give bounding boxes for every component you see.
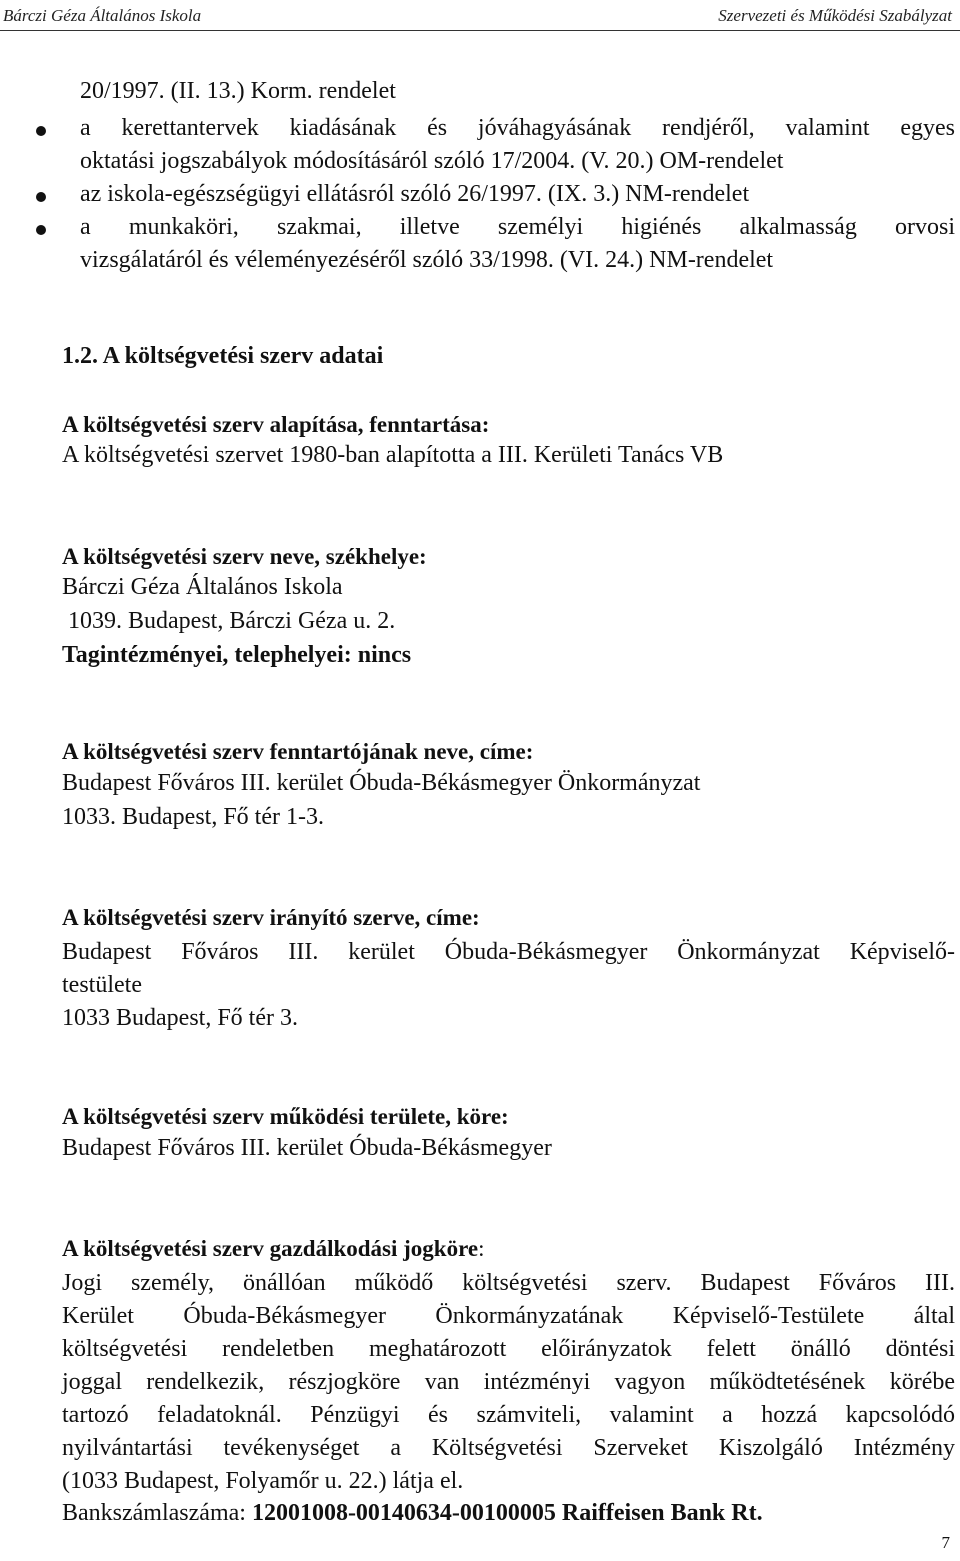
operating-area-heading: A költségvetési szerv működési területe, köre: xyxy=(62,1104,509,1129)
governing-line: Budapest Főváros III. kerület Óbuda-Békásmegyer Önkormányzat Képviselő- xyxy=(62,939,955,965)
bullet-item-line: oktatási jogszabályok módosításáról szóló 17/2004. (V. 20.) OM-rendelet xyxy=(80,148,784,174)
name-seat-heading: A költségvetési szerv neve, székhelye: xyxy=(62,544,427,569)
maintainer-heading: A költségvetési szerv fenntartójának neve, címe: xyxy=(62,739,534,764)
school-address: 1039. Budapest, Bárczi Géza u. 2. xyxy=(68,608,396,634)
branches-line: Tagintézményei, telephelyei: nincs xyxy=(62,642,412,668)
economic-line: joggal rendelkezik, részjogköre van intézményi vagyon működtetésének körébe xyxy=(62,1369,955,1395)
header-document-title: Szervezeti és Működési Szabályzat xyxy=(718,6,952,25)
section-title: 1.2. A költségvetési szerv adatai xyxy=(62,343,384,369)
economic-line: költségvetési rendeletben meghatározott előirányzatok felett önálló döntési xyxy=(62,1336,955,1362)
bank-account-number: 12001008-00140634-00100005 Raiffeisen Bank Rt. xyxy=(251,1500,763,1526)
bank-account xyxy=(62,1500,763,1527)
bullet-item-framework-curricula xyxy=(80,112,955,178)
governing-body xyxy=(62,936,955,1035)
bullet-dot xyxy=(36,192,46,202)
bullet-dot xyxy=(36,126,46,136)
bullet-dot xyxy=(36,225,46,235)
bullet-item-line: a munkaköri, szakmai, illetve személyi higiénés alkalmasság orvosi xyxy=(80,214,955,240)
maintainer-name: Budapest Főváros III. kerület Óbuda-Békásmegyer Önkormányzat xyxy=(62,770,701,796)
governing-line: testülete xyxy=(62,972,142,998)
economic-line: Kerület Óbuda-Békásmegyer Önkormányzatának Képviselő-Testülete által xyxy=(62,1303,955,1329)
operating-area-text: Budapest Főváros III. kerület Óbuda-Békásmegyer xyxy=(62,1135,552,1161)
header-school-name: Bárczi Géza Általános Iskola xyxy=(3,6,202,25)
bullet-item-line: vizsgálatáról és véleményezéséről szóló 33/1998. (VI. 24.) NM-rendelet xyxy=(80,247,774,273)
economic-heading xyxy=(62,1236,485,1262)
regulation-line: 20/1997. (II. 13.) Korm. rendelet xyxy=(80,78,396,104)
economic-line: (1033 Budapest, Folyamőr u. 22.) látja el. xyxy=(62,1468,464,1494)
economic-paragraph xyxy=(62,1267,955,1498)
economic-line: Jogi személy, önállóan működő költségvetési szerv. Budapest Főváros III. xyxy=(62,1270,955,1296)
founding-text: A költségvetési szervet 1980-ban alapította a III. Kerületi Tanács VB xyxy=(62,442,724,468)
economic-line: tartozó feladatoknál. Pénzügyi és számviteli, valamint a hozzá kapcsolódó xyxy=(62,1402,955,1428)
economic-heading-label: A költségvetési szerv gazdálkodási jogköre xyxy=(62,1236,479,1261)
bullet-item-line: az iskola-egészségügyi ellátásról szóló 26/1997. (IX. 3.) NM-rendelet xyxy=(80,181,750,207)
economic-line: nyilvántartási tevékenységet a Költségvetési Szerveket Kiszolgáló Intézmény xyxy=(62,1435,955,1461)
governing-address: 1033 Budapest, Fő tér 3. xyxy=(62,1005,298,1031)
maintainer-address: 1033. Budapest, Fő tér 1-3. xyxy=(62,804,324,830)
bullet-item-hygiene-exam xyxy=(80,211,955,277)
founding-heading: A költségvetési szerv alapítása, fenntartása: xyxy=(62,412,490,437)
economic-heading-colon: : xyxy=(478,1236,485,1261)
bank-account-label: Bankszámlaszáma: xyxy=(62,1500,252,1526)
page-number: 7 xyxy=(941,1533,950,1552)
school-name: Bárczi Géza Általános Iskola xyxy=(62,574,343,600)
governing-heading: A költségvetési szerv irányító szerve, címe: xyxy=(62,905,480,930)
bullet-item-school-health xyxy=(80,178,955,211)
bullet-item-line: a kerettantervek kiadásának és jóváhagyásának rendjéről, valamint egyes xyxy=(80,115,955,141)
header-rule xyxy=(0,30,960,31)
